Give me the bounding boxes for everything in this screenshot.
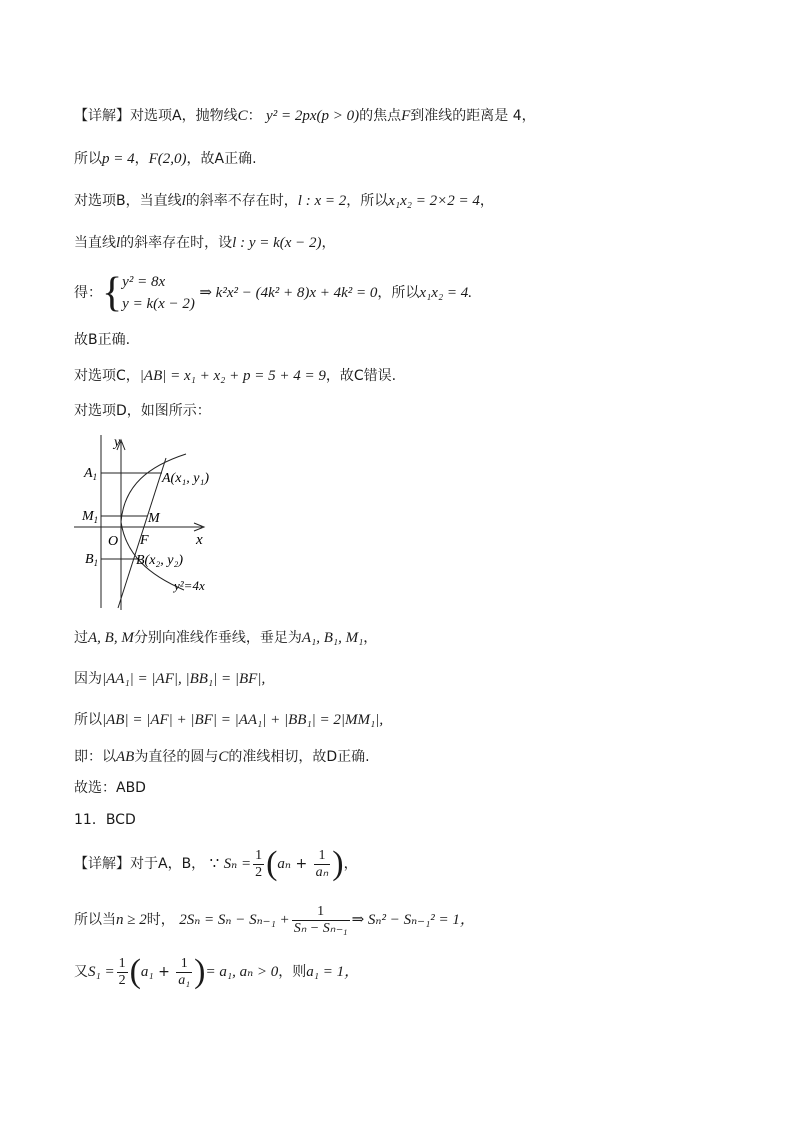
label-M: M	[148, 511, 160, 526]
label-A1: $A_1$	[84, 466, 98, 482]
detail-line-13	[74, 776, 146, 800]
detail-tag: 【详解】	[74, 856, 130, 872]
math-l-slope: l : y = k(x − 2)	[232, 235, 322, 251]
left-brace: {	[102, 270, 123, 316]
fraction-inv-an	[314, 848, 331, 881]
text: 的斜率不存在时，	[185, 193, 298, 209]
text: 的焦点	[359, 108, 402, 124]
math-so-sum: |AB| = |AF| + |BF| = |AA₁| + |BB₁| = 2|MM₁|,	[102, 712, 384, 728]
text: 的准线相切，故D正确.	[228, 749, 370, 765]
detail-line-9	[74, 626, 377, 650]
text: 为直径的圆与	[134, 749, 219, 765]
math-recurrence-lhs: 2Sₙ = Sₙ − Sₙ₋₁ +	[179, 912, 290, 928]
math-C: C	[218, 749, 229, 765]
frac-den: 2	[255, 864, 263, 880]
math-Sn: Sₙ =	[223, 856, 252, 872]
text: 对选项B，当直线	[74, 193, 182, 209]
math-recurrence-rhs: ⇒ Sₙ² − Sₙ₋₁² = 1，	[351, 912, 475, 928]
text: ，所以	[377, 285, 420, 301]
text: ，	[134, 151, 149, 167]
equation-system	[122, 271, 195, 315]
math-F-point: F(2,0)	[148, 151, 187, 167]
detail-line-7	[74, 364, 396, 388]
parabola-figure	[74, 430, 234, 612]
math-S1: S₁ =	[88, 964, 115, 980]
frac-num: 1	[292, 904, 350, 921]
math-C: C	[237, 108, 248, 124]
detail-line-17: 又S₁ = $\frac{1}{2}$ (a₁ + $\frac{1}{\text{a₁}}$ )= a₁, aₙ > 0，则a₁ = 1，	[74, 953, 360, 990]
detail-line-1: 【详解】对选项A，抛物线C： y² = 2px(p > 0)的焦点F到准线的距离是 4，	[74, 108, 536, 124]
text: 所以	[74, 151, 102, 167]
text: 所以	[74, 712, 102, 728]
text: 当直线	[74, 235, 116, 251]
text: 11．BCD	[74, 812, 136, 828]
detail-line-12	[74, 745, 370, 769]
detail-line-6	[74, 328, 130, 352]
text: 时，	[146, 912, 175, 928]
text: 得：	[74, 285, 102, 301]
text: 所以当	[74, 912, 116, 928]
detail-line-3	[74, 189, 494, 213]
text: 过	[74, 630, 88, 646]
math-an: aₙ	[277, 856, 292, 872]
label-curve: y²=4x	[174, 578, 205, 593]
frac-num: 1	[255, 847, 263, 863]
frac-den: Sₙ − Sₙ₋₁	[293, 920, 348, 936]
text: 对选项A，抛物线	[130, 108, 238, 124]
text: ，所以	[346, 193, 389, 209]
label-M1: $M_1$	[82, 509, 99, 525]
x-axis-label: x	[196, 532, 203, 548]
label-F: F	[140, 533, 149, 548]
label-B1: $B_1$	[85, 552, 99, 568]
math-l: l	[116, 235, 121, 251]
text: ，	[363, 630, 378, 646]
text: ，故C错误.	[325, 368, 397, 384]
detail-line-8	[74, 399, 211, 423]
detail-line-16	[74, 898, 475, 942]
math-S1-rhs: = a₁, aₙ > 0	[205, 964, 279, 980]
text: 分别向准线作垂线，垂足为	[133, 630, 302, 646]
detail-line-11	[74, 708, 383, 732]
math-AB-sum: |AB| = x₁ + x₂ + p = 5 + 4 = 9	[139, 368, 326, 384]
math-F: F	[401, 108, 411, 124]
fraction-inv-a1	[176, 956, 192, 989]
math-l: l	[181, 193, 186, 209]
math-x1x2: x₁x₂ = 2×2 = 4	[388, 193, 480, 209]
detail-tag: 【详解】	[74, 108, 130, 124]
math-a1-eq: a₁ = 1，	[306, 964, 360, 980]
text: 故B正确.	[74, 332, 131, 348]
frac-den: a₁	[178, 972, 191, 988]
frac-num: 1	[314, 848, 331, 865]
detail-line-2	[74, 147, 257, 171]
frac-den: aₙ	[315, 864, 329, 880]
fraction-recurrence	[292, 904, 350, 937]
frac-num: 1	[118, 955, 126, 971]
text: 故选：ABD	[74, 780, 146, 796]
math-ABM: A, B, M	[88, 630, 134, 646]
frac-den: 2	[118, 972, 126, 988]
detail-line-4	[74, 231, 336, 255]
math-because: |AA₁| = |AF|, |BB₁| = |BF|,	[102, 671, 266, 687]
y-axis-label: y	[114, 435, 121, 450]
text: ，则	[278, 964, 307, 980]
frac-num: 1	[176, 956, 192, 973]
text: 对于A，B，	[130, 856, 206, 872]
fraction-half	[253, 848, 264, 881]
detail-line-10	[74, 667, 265, 691]
math-quadratic: ⇒ k²x² − (4k² + 8)x + 4k² = 0	[199, 285, 378, 301]
label-A: A(x₁, y₁)	[162, 471, 210, 486]
math-parabola: y² = 2px(p > 0)	[266, 108, 360, 124]
detail-line-15: 【详解】对于A，B， ∵ Sₙ = $\frac{1}{2}$ (aₙ + $\frac{1}{\text{aₙ}}$ )，	[74, 845, 358, 882]
math-x1x2-4: x₁x₂ = 4.	[419, 285, 473, 301]
text: 因为	[74, 671, 102, 687]
system-eq-2: y = k(x − 2)	[122, 296, 195, 312]
math-feet: A₁, B₁, M₁	[301, 630, 364, 646]
text: 即：以	[74, 749, 116, 765]
question-11-answer	[74, 808, 136, 832]
detail-line-5	[74, 268, 472, 318]
text: ，故A正确.	[186, 151, 257, 167]
text: 对选项C，	[74, 368, 140, 384]
text: ，	[479, 193, 494, 209]
math-l-vertical: l : x = 2	[297, 193, 347, 209]
because-symbol: ∵	[209, 856, 220, 872]
text: 的斜率存在时，设	[120, 235, 233, 251]
label-B: B(x₂, y₂)	[136, 553, 184, 568]
text: 又	[74, 964, 88, 980]
fraction-half	[117, 956, 128, 989]
text: 对选项D，如图所示：	[74, 403, 211, 419]
math-p: p = 4	[102, 151, 135, 167]
math-AB: AB	[116, 749, 135, 765]
math-n-ge: n ≥ 2	[116, 912, 147, 928]
text: ，	[321, 235, 336, 251]
text: 到准线的距离是 4，	[410, 108, 536, 124]
label-O: O	[108, 534, 119, 549]
system-eq-1: y² = 8x	[122, 274, 166, 290]
math-a1: a₁	[140, 964, 154, 980]
